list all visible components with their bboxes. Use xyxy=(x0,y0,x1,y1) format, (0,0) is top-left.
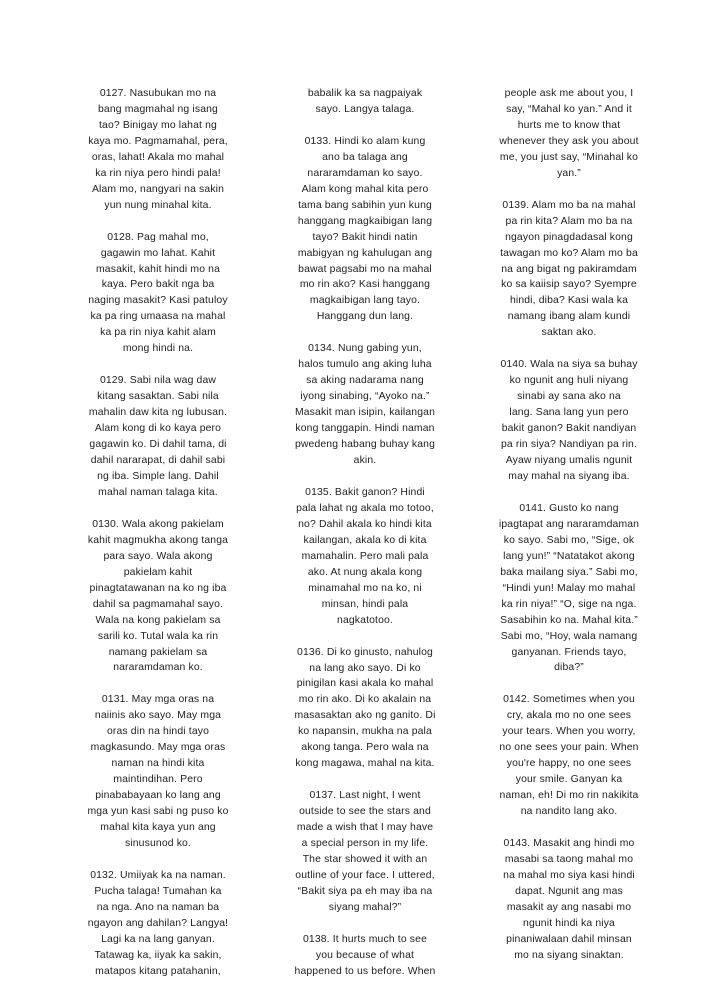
text-line: gagawin ko. Di dahil tama, di xyxy=(89,439,227,451)
text-line: kaya mo. Pagmamahal, pera, xyxy=(88,135,228,147)
text-line: namang pakielam sa xyxy=(108,646,208,658)
paragraph xyxy=(279,788,451,916)
text-line: na ang bigat ng pakiramdam xyxy=(501,263,637,275)
text-line: 0138. It hurts much to see xyxy=(302,933,428,945)
text-line: 0136. Di ko ginusto, nahulog xyxy=(297,646,433,658)
text-line: Wala na kong pakielam sa xyxy=(95,614,221,626)
text-line: The star showed it with an xyxy=(302,853,428,865)
text-line: 0129. Sabi nila wag daw xyxy=(99,375,217,387)
text-line: ka rin niya!” “O, sige na nga. xyxy=(501,598,637,610)
text-line: saktan ako. xyxy=(541,327,597,339)
text-line: naman na hindi kita xyxy=(111,758,205,770)
text-line: kong magawa, mahal na kita. xyxy=(295,758,435,770)
text-line: Sasabihin ko na. Mahal kita.” xyxy=(500,614,638,626)
text-line: your smile. Ganyan ka xyxy=(515,774,623,786)
text-line: mo na siyang sinaktan. xyxy=(514,949,624,961)
text-line: bakit ganon? Bakit nandiyan xyxy=(501,423,637,435)
text-line: you because of what xyxy=(315,949,415,961)
text-line: minsan, hindi pala xyxy=(321,598,409,610)
text-line: lang yun!” “Natatakot akong xyxy=(503,550,635,562)
text-line: ka rin niya pero hindi pala! xyxy=(95,167,221,179)
paragraph xyxy=(483,836,655,964)
paragraph xyxy=(279,485,451,629)
text-line: kong tanggapin. Hindi naman xyxy=(295,423,435,435)
paragraph xyxy=(279,341,451,469)
text-line: 0140. Wala na siya sa buhay xyxy=(500,359,638,371)
text-line: maintindihan. Pero xyxy=(113,774,203,786)
text-line: your tears. When you worry, xyxy=(502,726,636,738)
text-line: nagkatotoo. xyxy=(337,614,393,626)
text-line: whenever they ask you about xyxy=(499,135,639,147)
text-line: pa rin kita? Alam mo ba na xyxy=(505,215,633,227)
text-line: lang. Sana lang yun pero xyxy=(509,407,629,419)
text-line: say, “Mahal ko yan.” And it xyxy=(506,103,632,115)
text-line: akong tanga. Pero wala na xyxy=(301,742,429,754)
text-line: me, you just say, “Minahal ko xyxy=(499,151,639,163)
paragraph xyxy=(279,645,451,773)
text-line: na nandito lang ako. xyxy=(520,806,618,818)
text-line: masakit ay ang nasabi mo xyxy=(506,901,632,913)
text-line: pinagtatawanan na ko ng iba xyxy=(89,582,227,594)
text-line: Ayaw niyang umalis ngunit xyxy=(505,455,633,467)
text-line: 0141. Gusto ko nang xyxy=(519,502,619,514)
text-line: oras din na hindi tayo xyxy=(106,726,210,738)
text-line: no one sees your pain. When xyxy=(499,742,639,754)
text-line: masabi sa taong mahal mo xyxy=(504,853,634,865)
text-line: ka pa rin niya kahit alam xyxy=(100,327,216,339)
text-line: 0133. Hindi ko alam kung xyxy=(304,135,426,147)
text-line: bang magmahal ng isang xyxy=(98,103,218,115)
text-line: tao? Binigay mo lahat ng xyxy=(99,119,217,131)
text-line: masakit, kahit hindi mo na xyxy=(95,263,221,275)
paragraph xyxy=(72,230,244,358)
text-line: nararamdaman ko sayo. xyxy=(307,167,423,179)
paragraph xyxy=(72,86,244,214)
paragraph xyxy=(483,692,655,820)
paragraph xyxy=(279,86,451,118)
text-line: ngayon pinagdadasal kong xyxy=(505,231,633,243)
text-line: 0135. Bakit ganon? Hindi xyxy=(305,486,425,498)
text-line: mahal kita kaya yun ang xyxy=(100,822,216,834)
text-line: mabigyan ng kahulugan ang xyxy=(297,247,433,259)
text-line: 0130. Wala akong pakielam xyxy=(92,518,224,530)
text-line: ka pa ring umaasa na mahal xyxy=(90,311,226,323)
text-line: dapat. Ngunit ang mas xyxy=(515,885,623,897)
text-line: mga yun kasi sabi ng puso ko xyxy=(87,806,229,818)
text-line: sarili ko. Tutal wala ka rin xyxy=(97,630,219,642)
text-line: Alam kong mahal kita pero xyxy=(301,183,429,195)
text-line: “Bakit siya pa eh may iba na xyxy=(297,885,433,897)
text-line: Alam mo, nangyari na sakin xyxy=(91,183,225,195)
text-column-3 xyxy=(483,86,655,980)
text-line: mahalin daw kita ng lubusan. xyxy=(88,407,228,419)
text-line: kitang sasaktan. Sabi nila xyxy=(97,391,219,403)
text-line: “Hindi yun! Malay mo mahal xyxy=(502,582,636,594)
text-line: iyong sinabing, “Ayoko na.” xyxy=(300,391,430,403)
text-line: 0132. Umiiyak ka na naman. xyxy=(90,869,226,881)
text-line: na mahal mo siya kasi hindi xyxy=(503,869,635,881)
text-line: ko sayo. Sabi mo, “Sige, ok xyxy=(503,534,635,546)
text-line: sinabi ay sana ako na xyxy=(517,391,621,403)
text-line: babalik ka sa nagpaiyak xyxy=(307,88,423,99)
text-line: Lagi ka na lang ganyan. xyxy=(101,933,215,945)
text-line: dahil nararapat, di dahil sabi xyxy=(90,455,226,467)
text-line: happened to us before. When xyxy=(294,965,436,977)
text-line: baka mailang siya.” Sabi mo, xyxy=(500,566,638,578)
text-line: pa rin siya? Nandiyan pa rin. xyxy=(500,439,638,451)
text-column-2 xyxy=(279,86,451,996)
text-line: pakielam kahit xyxy=(123,566,193,578)
text-line: bawat pagsabi mo na mahal xyxy=(298,263,432,275)
text-line: naman, eh! Di mo rin nakikita xyxy=(499,790,639,802)
text-line: naiinis ako sayo. May mga xyxy=(94,710,222,722)
text-line: namang ibang alam kundi xyxy=(507,311,631,323)
text-line: sayo. Langya talaga. xyxy=(315,103,415,115)
text-line: kailangan, akala ko di kita xyxy=(303,534,427,546)
text-line: naging masakit? Kasi patuloy xyxy=(88,295,228,307)
text-line: 0128. Pag mahal mo, xyxy=(107,231,209,243)
text-line: akin. xyxy=(353,455,377,467)
text-line: ngayon ang dahilan? Langya! xyxy=(87,917,229,929)
text-line: tayo? Bakit hindi natin xyxy=(312,231,418,243)
text-line: 0134. Nung gabing yun, xyxy=(308,343,422,355)
text-line: ako. At nung akala kong xyxy=(307,566,423,578)
text-line: magkaibigan lang tayo. xyxy=(309,295,421,307)
text-line: halos tumulo ang aking luha xyxy=(298,359,432,371)
text-column-1 xyxy=(72,86,244,996)
text-line: mong hindi na. xyxy=(122,343,194,355)
text-line: Masakit man isipin, kailangan xyxy=(294,407,436,419)
text-line: Hanggang dun lang. xyxy=(316,311,414,323)
text-line: ano ba talaga ang xyxy=(322,151,408,163)
text-line: 0143. Masakit ang hindi mo xyxy=(503,838,635,850)
text-line: hurts me to know that xyxy=(517,119,621,131)
text-line: oras, lahat! Akala mo mahal xyxy=(91,151,225,163)
paragraph xyxy=(72,868,244,980)
paragraph xyxy=(279,134,451,325)
text-line: hanggang magkaibigan lang xyxy=(297,215,433,227)
text-line: pinaniwalaan dahil minsan xyxy=(506,933,632,945)
text-line: you're happy, no one sees xyxy=(506,758,632,770)
text-line: ko sa kaiisip sayo? Syempre xyxy=(501,279,637,291)
text-line: ngunit hindi ka niya xyxy=(523,917,615,929)
text-line: pinigilan kasi akala ko mahal xyxy=(296,678,434,690)
text-line: 0131. May mga oras na xyxy=(101,694,215,706)
text-line: gagawin mo lahat. Kahit xyxy=(100,247,216,259)
text-line: mamahalin. Pero mali pala xyxy=(301,550,429,562)
text-line: masasaktan ako ng ganito. Di xyxy=(294,710,436,722)
text-line: pwedeng habang buhay kang xyxy=(294,439,436,451)
text-line: no? Dahil akala ko hindi kita xyxy=(298,518,432,530)
text-line: 0137. Last night, I went xyxy=(309,790,421,802)
text-line: pala lahat ng akala mo totoo, xyxy=(296,502,434,514)
paragraph xyxy=(483,86,655,182)
text-line: ko napansin, mukha na pala xyxy=(298,726,432,738)
paragraph xyxy=(72,517,244,677)
text-line: ipagtapat ang nararamdaman xyxy=(498,518,640,530)
paragraph xyxy=(483,501,655,676)
text-line: na nga. Ano na naman ba xyxy=(96,901,220,913)
text-line: 0142. Sometimes when you xyxy=(503,694,635,706)
text-line: diba?” xyxy=(554,662,584,674)
text-line: people ask me about you, I xyxy=(504,88,634,99)
paragraph xyxy=(483,357,655,485)
text-line: Tatawag ka, iiyak ka sakin, xyxy=(94,949,222,961)
text-line: cry, akala mo no one sees xyxy=(506,710,632,722)
text-line: Sabi mo, “Hoy, wala namang xyxy=(500,630,638,642)
text-line: may mahal na siyang iba. xyxy=(508,470,630,482)
text-line: mo rin ako? Kasi hanggang xyxy=(299,279,431,291)
text-line: a special person in my life. xyxy=(301,838,429,850)
text-line: sinusunod ko. xyxy=(124,837,192,849)
paragraph xyxy=(72,692,244,852)
text-line: pinababayaan ko lang ang xyxy=(95,790,221,802)
paragraph xyxy=(72,373,244,501)
text-line: tawagan mo ko? Alam mo ba xyxy=(500,247,638,259)
text-line: mo rin ako. Di ko akalain na xyxy=(298,694,432,706)
text-line: kaya. Pero bakit nga ba xyxy=(101,279,215,291)
text-line: outside to see the stars and xyxy=(299,806,431,818)
text-line: na lang ako sayo. Di ko xyxy=(309,662,421,674)
text-line: Pucha talaga! Tumahan ka xyxy=(94,885,222,897)
text-line: hindi, diba? Kasi wala ka xyxy=(509,295,629,307)
text-line: tama bang sabihin yun kung xyxy=(298,199,432,211)
text-line: kahit magmukha akong tanga xyxy=(87,534,229,546)
text-line: nararamdaman ko. xyxy=(113,662,203,674)
text-line: dahil sa pagmamahal sayo. xyxy=(92,598,224,610)
text-line: sa aking nadarama nang xyxy=(306,375,424,387)
text-line: made a wish that I may have xyxy=(296,822,434,834)
text-line: Alam kong di ko kaya pero xyxy=(94,423,222,435)
paragraph xyxy=(483,198,655,342)
text-line: matapos kitang patahanin, xyxy=(95,965,221,977)
text-line: magkasundo. May mga oras xyxy=(90,742,226,754)
text-line: para sayo. Wala akong xyxy=(103,550,213,562)
paragraph xyxy=(279,932,451,980)
text-line: mahal naman talaga kita. xyxy=(98,486,218,498)
text-line: ko ngunit ang huli niyang xyxy=(509,375,629,387)
text-line: outline of your face. I uttered, xyxy=(295,869,435,881)
text-line: minamahal mo na ko, ni xyxy=(308,582,422,594)
text-line: ng iba. Simple lang. Dahil xyxy=(97,470,219,482)
text-line: yan.” xyxy=(557,167,581,179)
text-line: ganyanan. Friends tayo, xyxy=(511,646,627,658)
text-line: yun nung minahal kita. xyxy=(104,199,212,211)
text-line: 0139. Alam mo ba na mahal xyxy=(502,199,636,211)
text-line: 0127. Nasubukan mo na xyxy=(99,88,217,99)
text-line: siyang mahal?” xyxy=(328,901,402,913)
